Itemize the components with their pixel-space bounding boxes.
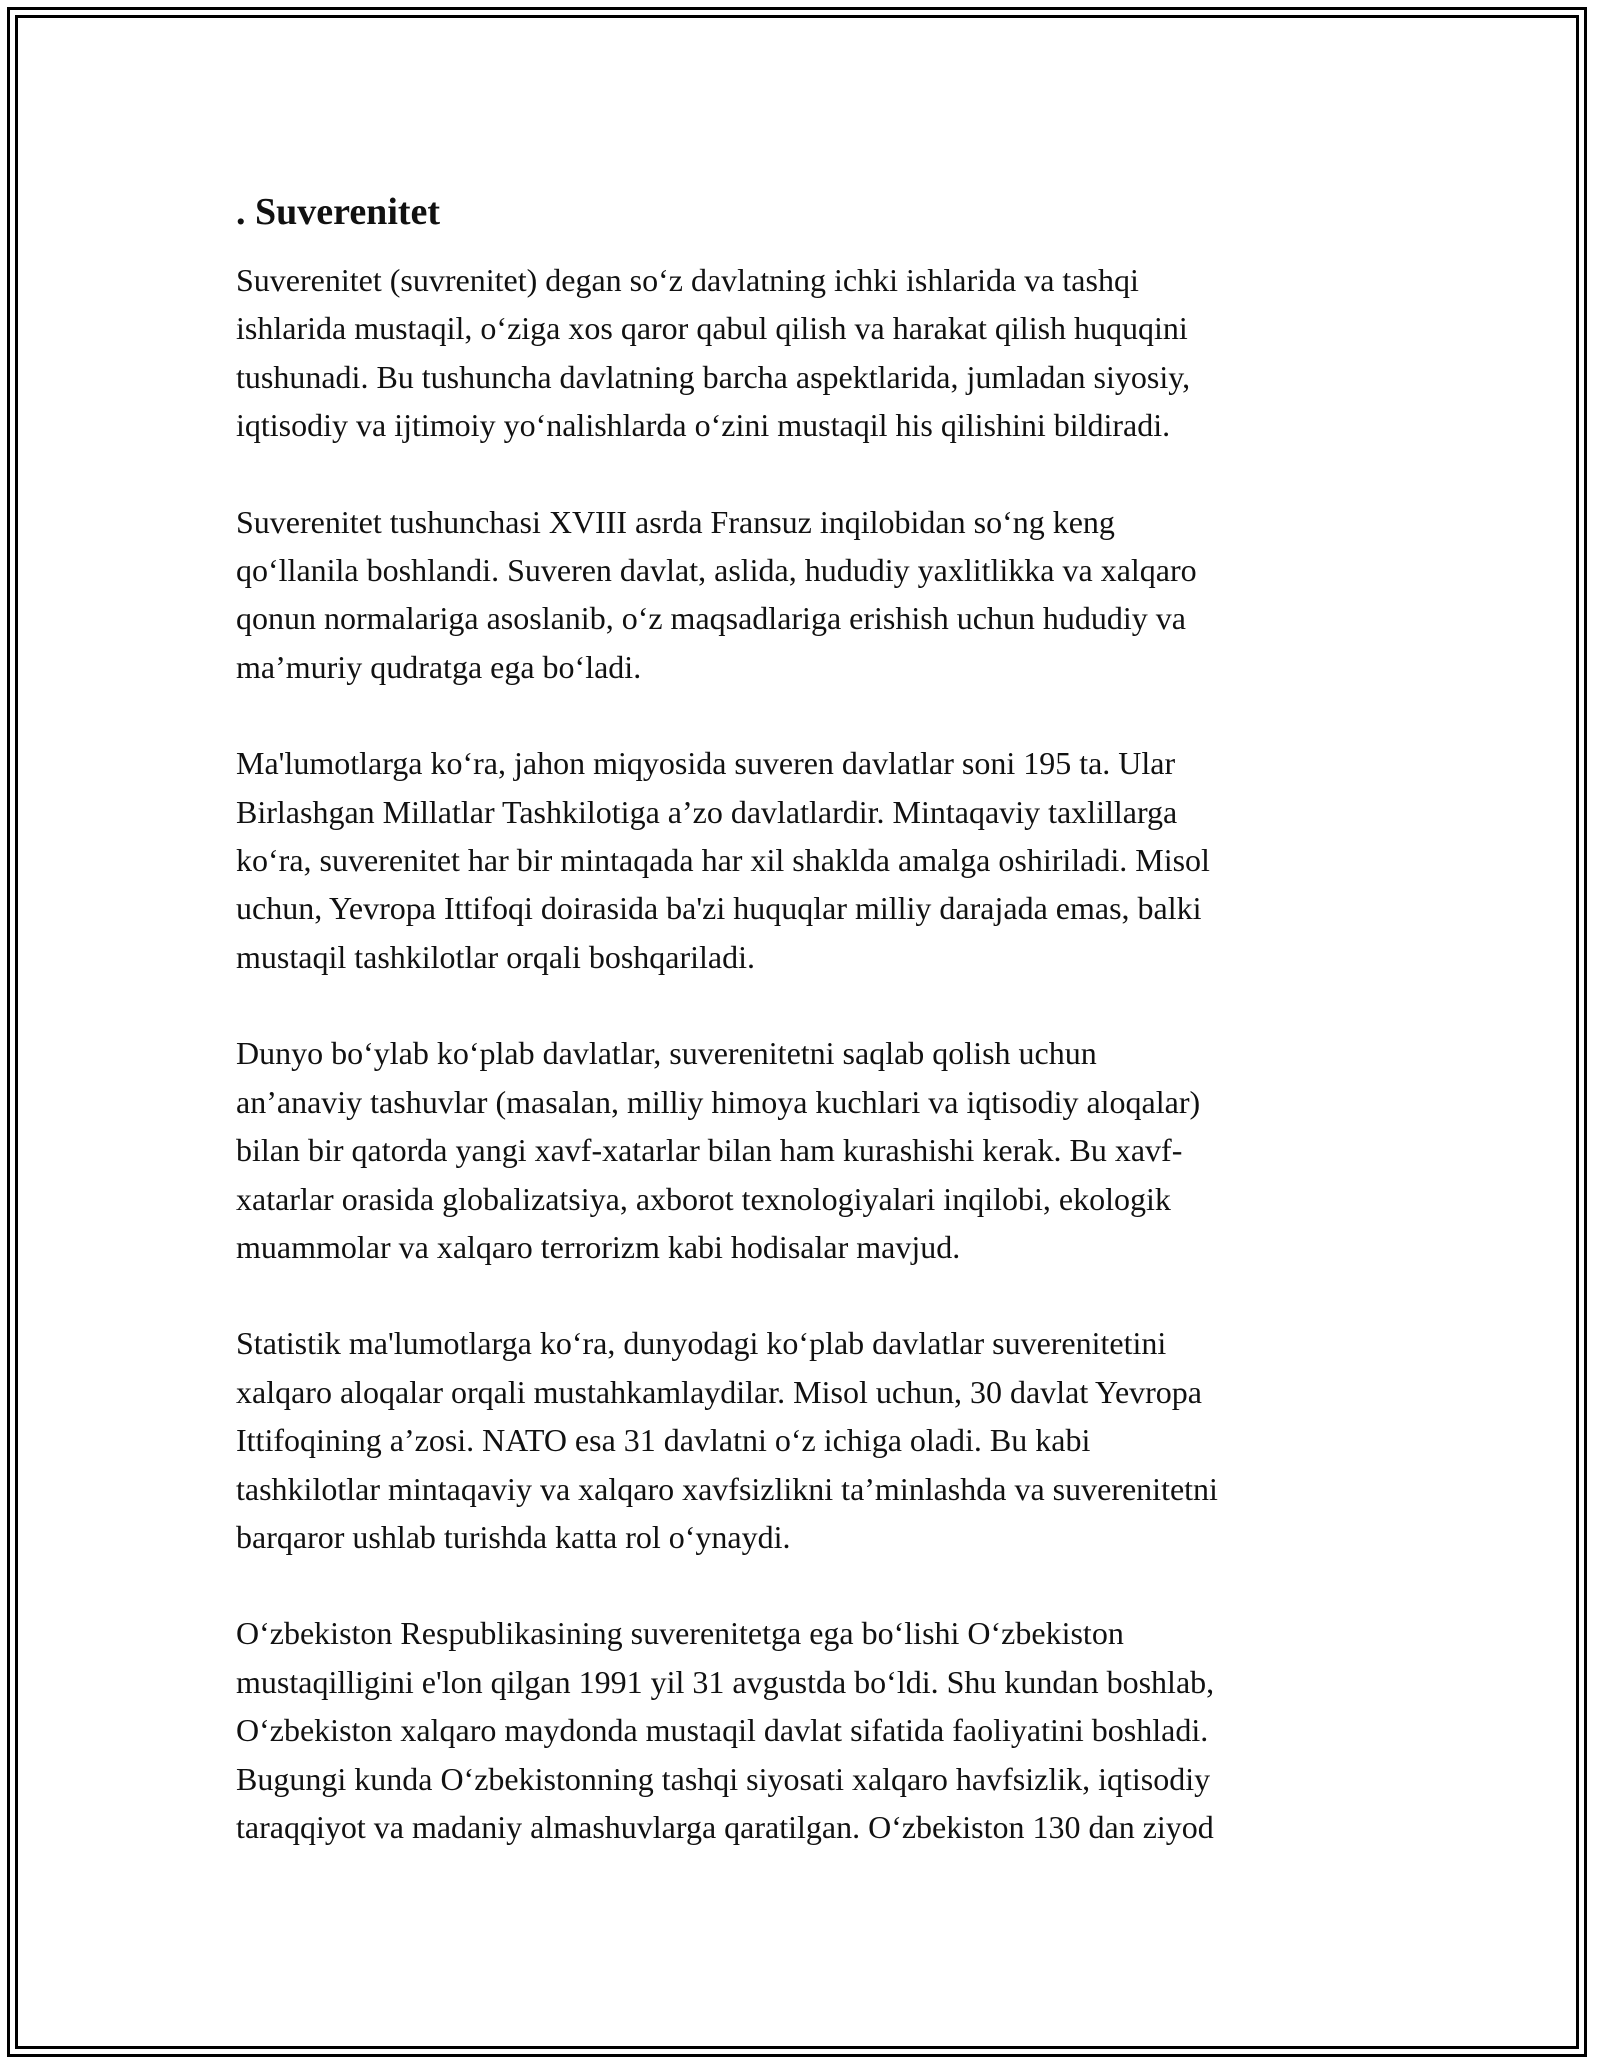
- text-line: barqaror ushlab turishda katta rol o‘ynaydi.: [236, 1518, 791, 1555]
- document-body: [236, 188, 1376, 1899]
- paragraph-statistics: [236, 739, 1376, 981]
- text-line: O‘zbekiston xalqaro maydonda mustaqil davlat sifatida faoliyatini boshladi.: [236, 1712, 1209, 1749]
- text-line: tashkilotlar mintaqaviy va xalqaro xavfsizlikni ta’minlashda va suverenitetni: [236, 1470, 1218, 1507]
- text-line: tushunadi. Bu tushuncha davlatning barcha aspektlarida, jumladan siyosiy,: [236, 358, 1191, 395]
- text-line: mustaqilligini e'lon qilgan 1991 yil 31 avgustda bo‘ldi. Shu kundan boshlab,: [236, 1663, 1215, 1700]
- text-line: xalqaro aloqalar orqali mustahkamlaydilar. Misol uchun, 30 davlat Yevropa: [236, 1373, 1202, 1410]
- paragraph-definition: [236, 256, 1376, 450]
- text-line: Suverenitet tushunchasi XVIII asrda Fransuz inqilobidan so‘ng keng: [236, 503, 1115, 540]
- paragraph-uzbekistan: [236, 1609, 1376, 1851]
- text-line: xatarlar orasida globalizatsiya, axborot texnologiyalari inqilobi, ekologik: [236, 1180, 1171, 1217]
- text-line: Ittifoqining a’zosi. NATO esa 31 davlatni o‘z ichiga oladi. Bu kabi: [236, 1422, 1091, 1459]
- text-line: Ma'lumotlarga ko‘ra, jahon miqyosida suveren davlatlar soni 195 ta. Ular: [236, 745, 1176, 782]
- text-line: Dunyo bo‘ylab ko‘plab davlatlar, suverenitetni saqlab qolish uchun: [236, 1035, 1097, 1072]
- text-line: qonun normalariga asoslanib, o‘z maqsadlariga erishish uchun hududiy va: [236, 600, 1186, 637]
- text-line: ishlarida mustaqil, o‘ziga xos qaror qabul qilish va harakat qilish huquqini: [236, 310, 1188, 347]
- section-heading: . Suverenitet: [236, 191, 441, 233]
- text-line: ma’muriy qudratga ega bo‘ladi.: [236, 648, 642, 685]
- text-line: uchun, Yevropa Ittifoqi doirasida ba'zi huquqlar milliy darajada emas, balki: [236, 890, 1202, 927]
- text-line: Statistik ma'lumotlarga ko‘ra, dunyodagi ko‘plab davlatlar suverenitetini: [236, 1325, 1167, 1362]
- text-line: ko‘ra, suverenitet har bir mintaqada har xil shaklda amalga oshiriladi. Misol: [236, 842, 1210, 879]
- text-line: Birlashgan Millatlar Tashkilotiga a’zo davlatlardir. Mintaqaviy taxlillarga: [236, 793, 1178, 830]
- text-line: muammolar va xalqaro terrorizm kabi hodisalar mavjud.: [236, 1228, 961, 1265]
- text-line: iqtisodiy va ijtimoiy yo‘nalishlarda o‘zini mustaqil his qilishini bildiradi.: [236, 407, 1171, 444]
- text-line: Suverenitet (suvrenitet) degan so‘z davlatning ichki ishlarida va tashqi: [236, 262, 1139, 298]
- text-line: Bugungi kunda O‘zbekistonning tashqi siyosati xalqaro havfsizlik, iqtisodiy: [236, 1760, 1211, 1797]
- paragraph-history: [236, 498, 1376, 692]
- text-line: taraqqiyot va madaniy almashuvlarga qaratilgan. O‘zbekiston 130 dan ziyod: [236, 1808, 1214, 1845]
- text-line: mustaqil tashkilotlar orqali boshqariladi.: [236, 938, 756, 975]
- text-line: an’anaviy tashuvlar (masalan, milliy himoya kuchlari va iqtisodiy aloqalar): [236, 1083, 1201, 1120]
- text-line: O‘zbekiston Respublikasining suverenitetga ega bo‘lishi O‘zbekiston: [236, 1615, 1124, 1652]
- text-line: qo‘llanila boshlandi. Suveren davlat, aslida, hududiy yaxlitlikka va xalqaro: [236, 552, 1197, 589]
- paragraph-threats: [236, 1029, 1376, 1271]
- text-line: bilan bir qatorda yangi xavf-xatarlar bilan ham kurashishi kerak. Bu xavf-: [236, 1132, 1183, 1169]
- paragraph-organizations: [236, 1319, 1376, 1561]
